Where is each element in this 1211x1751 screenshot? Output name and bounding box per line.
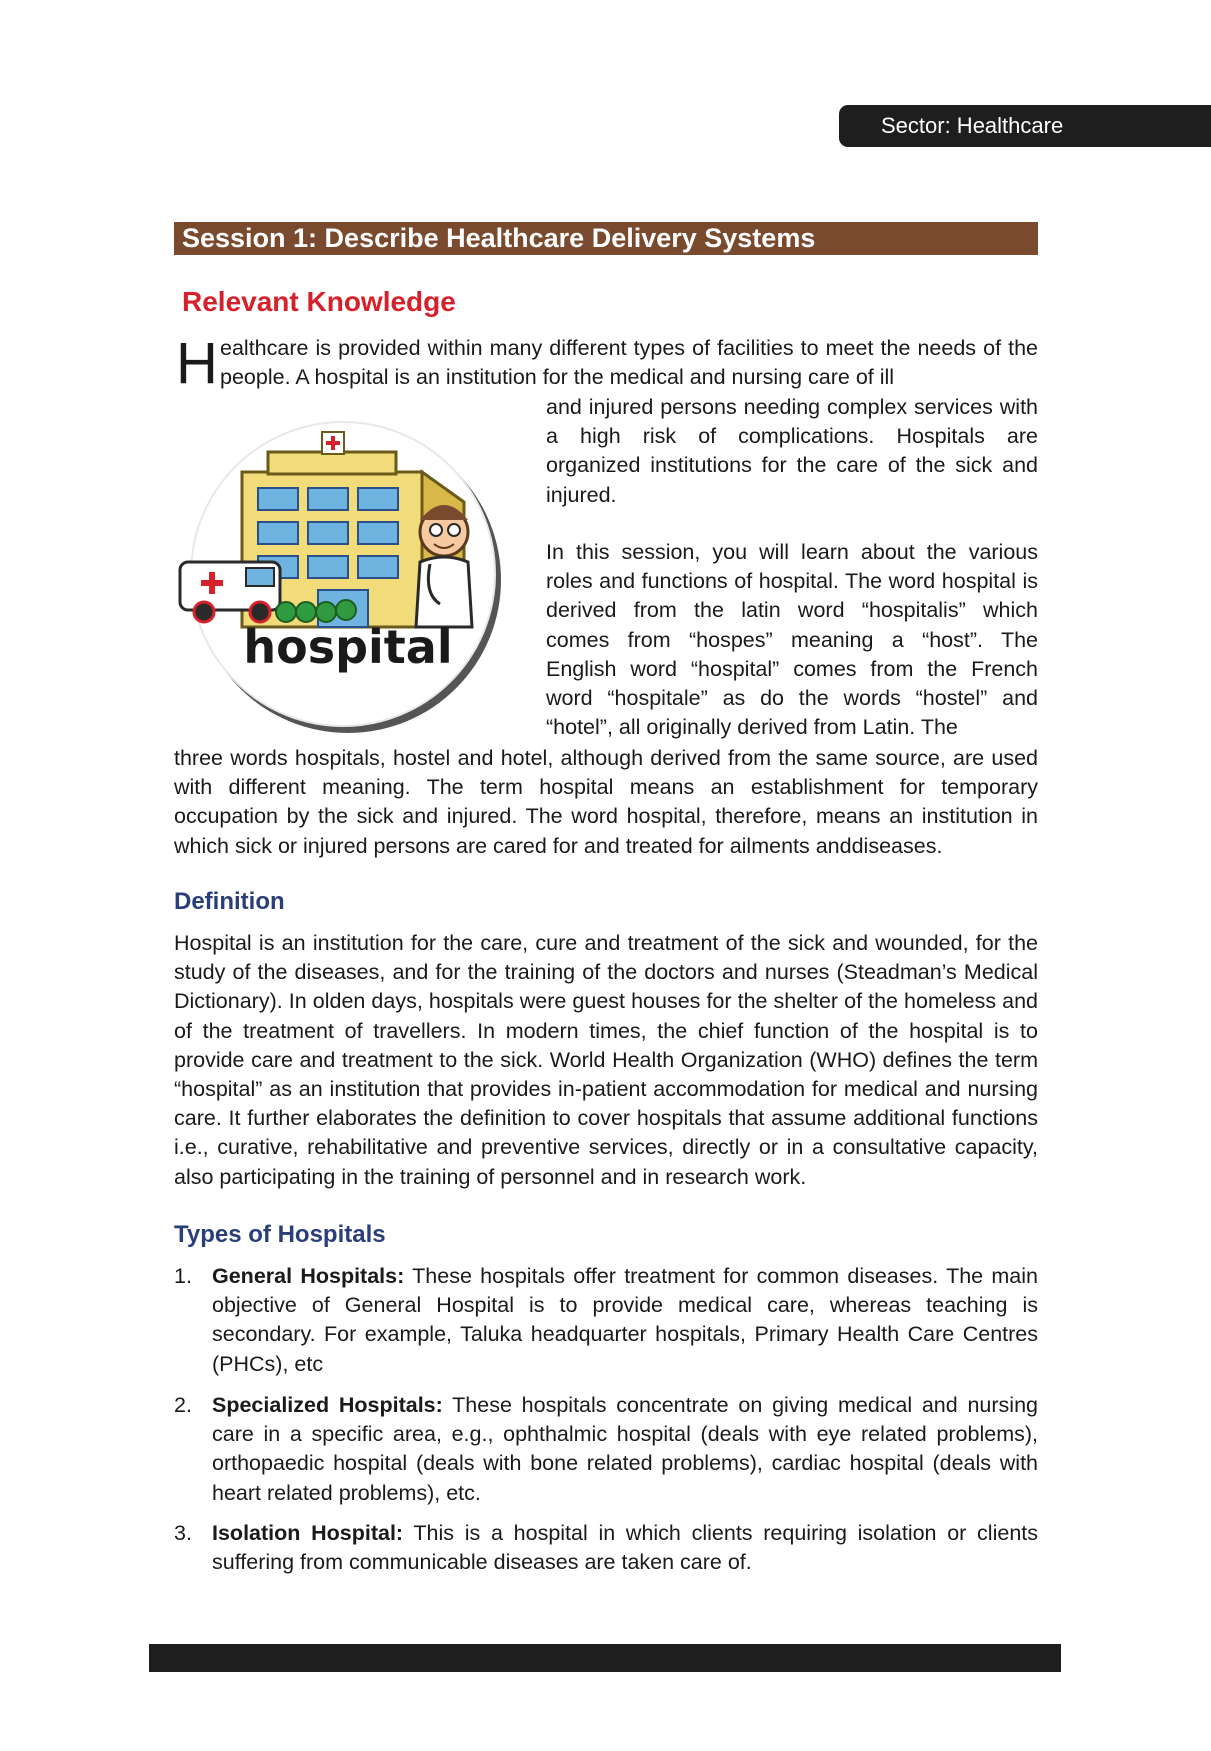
ambulance-wheel-back	[250, 602, 270, 622]
list-text: These hospitals concentrate on giving medical and nursing care in a specific area, e.g., ophthalmic hospital (deals with eye related problems), orthopaedic hospital (deals with bone related problems), cardiac hospital (deals with heart related problems), etc.	[212, 1393, 1038, 1505]
ambulance-wheel-front	[194, 602, 214, 622]
types-heading: Types of Hospitals	[174, 1221, 386, 1248]
list-title: General Hospitals:	[212, 1264, 405, 1288]
session-full-text: three words hospitals, hostel and hotel, although derived from the same source, are used with different meaning. The term hospital means an establishment for temporary occupation by the sick and injured. The word hospital, therefore, means an institution in which sick or injured persons are cared for and treated for ailments anddiseases.	[174, 746, 1038, 858]
hospital-illustration	[172, 412, 524, 738]
list-title: Specialized Hospitals:	[212, 1393, 443, 1417]
intro-wrap-text: and injured persons needing complex services with a high risk of complications. Hospitals are organized institutions for the care of the sick and injured.	[546, 395, 1038, 507]
intro-first-lines: ealthcare is provided within many different types of facilities to meet the needs of the people. A hospital is an institution for the medical and nursing care of ill	[220, 336, 1038, 390]
sector-label: Sector: Healthcare	[881, 113, 1064, 138]
sector-tab	[839, 105, 1211, 147]
doctor-coat	[416, 557, 472, 627]
definition-text: Hospital is an institution for the care, cure and treatment of the sick and wounded, for the study of the diseases, and for the training of the doctors and nurses (Steadman’s Medical Dictionary). In olden days, hospitals were guest houses for the shelter of the homeless and of the treatment of travellers. In modern times, the chief function of the hospital is to provide care and treatment to the sick. World Health Organization (WHO) defines the term “hospital” as an institution that provides in-patient accommodation for medical and nursing care. It further elaborates the definition to cover hospitals that assume additional functions i.e., curative, rehabilitative and preventive services, directly or in a consultative capacity, also participating in the training of personnel and in research work.	[174, 931, 1038, 1189]
list-number: 3.	[174, 1521, 192, 1545]
list-title: Isolation Hospital:	[212, 1521, 404, 1545]
list-text: This is a hospital in which clients requiring isolation or clients suffering from communicable diseases are taken care of.	[212, 1521, 1038, 1575]
doctor-glasses-left	[430, 524, 442, 536]
building-roof	[268, 452, 396, 474]
ambulance-window	[246, 568, 274, 586]
drop-cap: H	[176, 331, 218, 396]
list-body	[212, 1391, 1038, 1508]
illustration-label: hospital	[243, 620, 453, 674]
doctor-glasses-right	[448, 524, 460, 536]
list-text: These hospitals offer treatment for common diseases. The main objective of General Hospital is to provide medical care, whereas teaching is secondary. For example, Taluka headquarter hospitals, Primary Health Care Centres (PHCs), etc	[212, 1264, 1038, 1376]
definition-heading: Definition	[174, 888, 285, 915]
hospital-illustration-svg	[172, 412, 524, 738]
session-wrap-text: In this session, you will learn about the various roles and functions of hospital. The word hospital is derived from the latin word “hospitalis” which comes from “hospes” meaning a “host”. The English word “hospital” comes from the French word “hospitale” as do the words “hostel” and “hotel”, all originally derived from Latin. The	[546, 540, 1038, 740]
relevant-knowledge-heading: Relevant Knowledge	[182, 286, 456, 317]
footer-bar	[149, 1644, 1061, 1672]
session-title-bar	[174, 222, 1038, 255]
list-body	[212, 1262, 1038, 1379]
list-body	[212, 1519, 1038, 1577]
session-title: Session 1: Describe Healthcare Delivery Systems	[182, 223, 816, 253]
list-number: 1.	[174, 1264, 192, 1288]
list-number: 2.	[174, 1393, 192, 1417]
